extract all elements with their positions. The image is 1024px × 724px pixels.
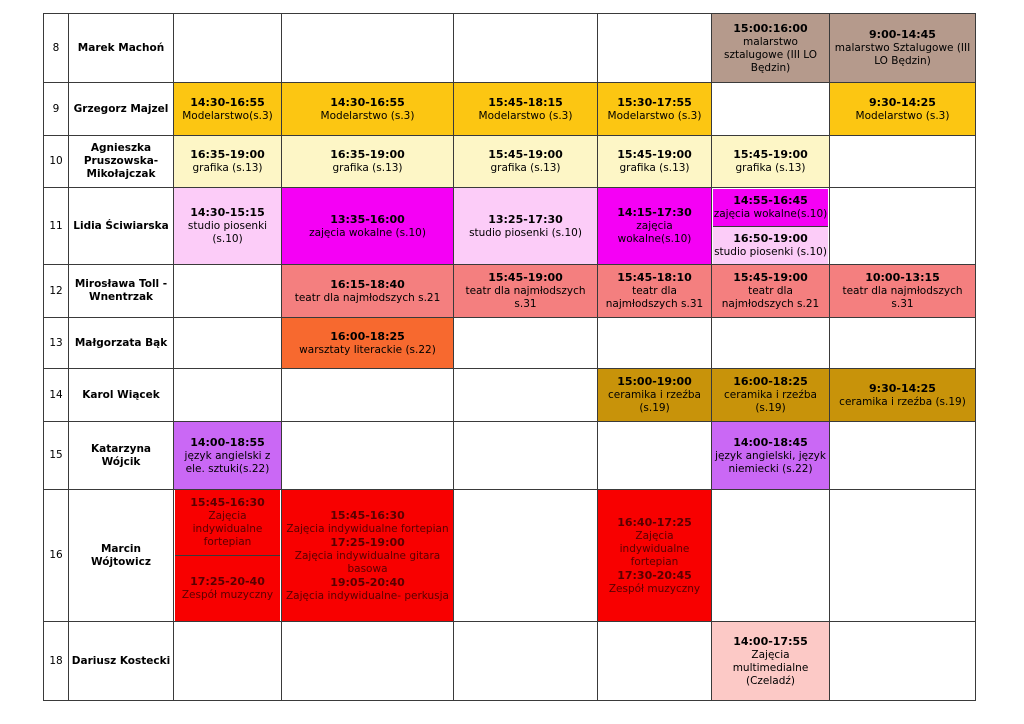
class-cell	[174, 136, 282, 188]
empty-cell	[282, 622, 454, 701]
class-time: 16:40-17:25	[617, 515, 692, 529]
empty-cell	[598, 622, 712, 701]
empty-cell	[830, 622, 976, 701]
class-slot	[713, 226, 828, 264]
class-time: 16:00-18:25	[330, 329, 405, 343]
row-number: 13	[44, 318, 69, 369]
empty-cell	[454, 318, 598, 369]
class-slot	[713, 189, 828, 226]
class-cell	[830, 265, 976, 318]
class-description: Zajęcia indywidualne fortepian	[619, 529, 690, 568]
class-time: 14:15-17:30	[617, 206, 692, 219]
table-row	[44, 318, 976, 369]
empty-cell	[282, 422, 454, 490]
class-time: 14:00-18:45	[733, 435, 808, 449]
class-description: język angielski, język niemiecki (s.22)	[715, 449, 826, 475]
class-time: 15:00:16:00	[733, 21, 808, 35]
table-row	[44, 14, 976, 83]
class-cell	[830, 83, 976, 136]
class-cell	[454, 83, 598, 136]
class-cell	[712, 136, 830, 188]
class-cell	[712, 422, 830, 490]
class-cell	[712, 369, 830, 422]
class-cell	[712, 622, 830, 701]
empty-cell	[712, 490, 830, 622]
class-description: teatr dla najmłodszych s.31	[605, 285, 704, 310]
class-cell	[712, 14, 830, 83]
class-cell-split	[712, 188, 830, 265]
empty-cell	[598, 422, 712, 490]
class-time: 14:00-18:55	[190, 435, 265, 449]
row-number: 14	[44, 369, 69, 422]
class-cell	[282, 265, 454, 318]
row-number: 10	[44, 136, 69, 188]
class-description: język angielski z ele. sztuki(s.22)	[184, 449, 271, 475]
class-cell	[174, 83, 282, 136]
class-time: 15:45-16:30	[330, 508, 405, 522]
row-number: 11	[44, 188, 69, 265]
class-cell	[282, 318, 454, 369]
class-description: grafika (s.13)	[490, 162, 561, 174]
class-description: Zajęcia indywidualne fortepian	[192, 510, 263, 548]
class-time: 14:00-17:55	[733, 634, 808, 648]
class-time: 15:45-18:10	[617, 271, 692, 284]
class-description: zajęcia wokalne (s.10)	[309, 226, 426, 239]
row-number: 12	[44, 265, 69, 318]
row-number: 8	[44, 14, 69, 83]
class-cell	[830, 14, 976, 83]
class-time: 9:00-14:45	[869, 28, 936, 41]
empty-cell	[454, 14, 598, 83]
table-row	[44, 622, 976, 701]
class-description: teatr dla najmłodszych s.31	[465, 285, 586, 310]
class-description: studio piosenki (s.10)	[187, 220, 268, 245]
table-row	[44, 188, 976, 265]
empty-cell	[454, 369, 598, 422]
class-time: 16:35-19:00	[190, 148, 265, 161]
class-time: 15:45-19:00	[733, 148, 808, 161]
empty-cell	[712, 318, 830, 369]
teacher-name: Grzegorz Majzel	[69, 83, 174, 136]
class-time: 15:45-19:00	[488, 271, 563, 284]
empty-cell	[454, 422, 598, 490]
class-description: Modelarstwo(s.3)	[182, 109, 273, 122]
class-description: Modelarstwo (s.3)	[855, 109, 950, 122]
empty-cell	[174, 265, 282, 318]
teacher-name: Małgorzata Bąk	[69, 318, 174, 369]
empty-cell	[830, 136, 976, 188]
class-time: 16:50-19:00	[733, 231, 808, 245]
class-description: warsztaty literackie (s.22)	[299, 343, 436, 356]
table-row	[44, 490, 976, 622]
empty-cell	[712, 83, 830, 136]
class-cell	[712, 265, 830, 318]
class-description: Zajęcia indywidualne- perkusja	[285, 589, 449, 602]
class-time: 19:05-20:40	[330, 575, 405, 589]
class-time: 15:45-18:15	[488, 95, 563, 109]
class-cell	[454, 188, 598, 265]
empty-cell	[174, 622, 282, 701]
class-description: teatr dla najmłodszych s.31	[842, 285, 963, 310]
empty-cell	[598, 318, 712, 369]
class-description: grafika (s.13)	[619, 162, 690, 174]
table-row	[44, 422, 976, 490]
class-cell	[598, 136, 712, 188]
empty-cell	[174, 14, 282, 83]
class-time: 17:30-20:45	[617, 568, 692, 582]
class-cell	[282, 490, 454, 622]
table-row	[44, 136, 976, 188]
class-cell	[174, 188, 282, 265]
teacher-name: Marcin Wójtowicz	[69, 490, 174, 622]
empty-cell	[830, 490, 976, 622]
class-description: Modelarstwo (s.3)	[478, 109, 573, 122]
class-time: 16:15-18:40	[330, 277, 405, 291]
class-description: zajęcia wokalne(s.10)	[713, 207, 828, 220]
class-cell	[598, 83, 712, 136]
row-number: 9	[44, 83, 69, 136]
empty-cell	[174, 318, 282, 369]
empty-cell	[830, 318, 976, 369]
schedule-body	[44, 14, 976, 701]
class-description: ceramika i rzeźba (s.19)	[724, 389, 817, 414]
class-time: 15:30-17:55	[617, 95, 692, 109]
class-time: 13:25-17:30	[488, 212, 563, 226]
empty-cell	[598, 14, 712, 83]
class-time: 15:45-19:00	[488, 148, 563, 161]
class-description: Zajęcia multimedialne (Czeladź)	[732, 648, 809, 687]
class-cell	[830, 369, 976, 422]
class-description: zajęcia wokalne(s.10)	[617, 220, 692, 245]
class-cell	[598, 369, 712, 422]
teacher-name: Agnieszka Pruszowska-Mikołajczak	[69, 136, 174, 188]
class-time: 13:35-16:00	[330, 212, 405, 226]
class-description: grafika (s.13)	[192, 162, 263, 174]
class-description: Zajęcia indywidualne fortepian	[286, 522, 449, 535]
class-cell	[598, 490, 712, 622]
empty-cell	[830, 422, 976, 490]
class-cell	[282, 188, 454, 265]
teacher-name: Karol Wiącek	[69, 369, 174, 422]
class-cell	[282, 83, 454, 136]
class-cell	[282, 136, 454, 188]
class-description: Zespół muzyczny	[181, 589, 274, 601]
class-time: 16:35-19:00	[330, 148, 405, 161]
class-description: teatr dla najmłodszych s.21	[721, 285, 820, 310]
class-description: Zajęcia indywidualne gitara basowa	[294, 549, 441, 575]
class-time: 15:45-19:00	[733, 271, 808, 284]
class-time: 9:30-14:25	[869, 95, 936, 109]
class-description: ceramika i rzeźba (s.19)	[608, 389, 701, 414]
class-time: 15:45-19:00	[617, 148, 692, 161]
row-number: 15	[44, 422, 69, 490]
class-time: 14:30-16:55	[190, 95, 265, 109]
row-number: 16	[44, 490, 69, 622]
class-description: studio piosenki (s.10)	[469, 226, 582, 239]
class-description: malarstwo Sztalugowe (III LO Będzin)	[834, 42, 971, 67]
class-time: 17:25-19:00	[330, 535, 405, 549]
class-time: 14:30-16:55	[330, 95, 405, 109]
schedule-table	[43, 13, 976, 701]
empty-cell	[830, 188, 976, 265]
class-description: teatr dla najmłodszych s.21	[294, 291, 441, 304]
class-cell	[598, 265, 712, 318]
row-number: 18	[44, 622, 69, 701]
class-description: ceramika i rzeźba (s.19)	[839, 395, 966, 408]
table-row	[44, 265, 976, 318]
class-slot	[175, 490, 280, 555]
class-description: grafika (s.13)	[735, 162, 806, 174]
class-description: malarstwo sztalugowe (III LO Będzin)	[723, 35, 818, 74]
class-time: 14:55-16:45	[733, 193, 808, 207]
empty-cell	[454, 490, 598, 622]
class-description: Modelarstwo (s.3)	[607, 109, 702, 122]
class-time: 15:00-19:00	[617, 375, 692, 388]
class-time: 15:45-16:30	[190, 496, 265, 509]
class-time: 17:25-20-40	[190, 575, 265, 588]
class-slot	[175, 555, 280, 621]
class-cell	[454, 265, 598, 318]
empty-cell	[454, 622, 598, 701]
teacher-name: Dariusz Kostecki	[69, 622, 174, 701]
class-cell-split	[174, 490, 282, 622]
class-description: Zespół muzyczny	[608, 582, 701, 595]
class-description: grafika (s.13)	[332, 162, 403, 174]
class-time: 16:00-18:25	[733, 375, 808, 388]
table-row	[44, 83, 976, 136]
class-time: 9:30-14:25	[869, 381, 936, 395]
empty-cell	[282, 14, 454, 83]
class-description: Modelarstwo (s.3)	[320, 109, 415, 122]
teacher-name: Lidia Ściwiarska	[69, 188, 174, 265]
class-cell	[454, 136, 598, 188]
teacher-name: Marek Machoń	[69, 14, 174, 83]
empty-cell	[282, 369, 454, 422]
class-cell	[598, 188, 712, 265]
class-description: studio piosenki (s.10)	[714, 245, 827, 258]
teacher-name: Katarzyna Wójcik	[69, 422, 174, 490]
empty-cell	[174, 369, 282, 422]
table-row	[44, 369, 976, 422]
class-time: 14:30-15:15	[190, 206, 265, 219]
class-time: 10:00-13:15	[865, 271, 940, 284]
class-cell	[174, 422, 282, 490]
teacher-name: Mirosława Toll - Wnentrzak	[69, 265, 174, 318]
